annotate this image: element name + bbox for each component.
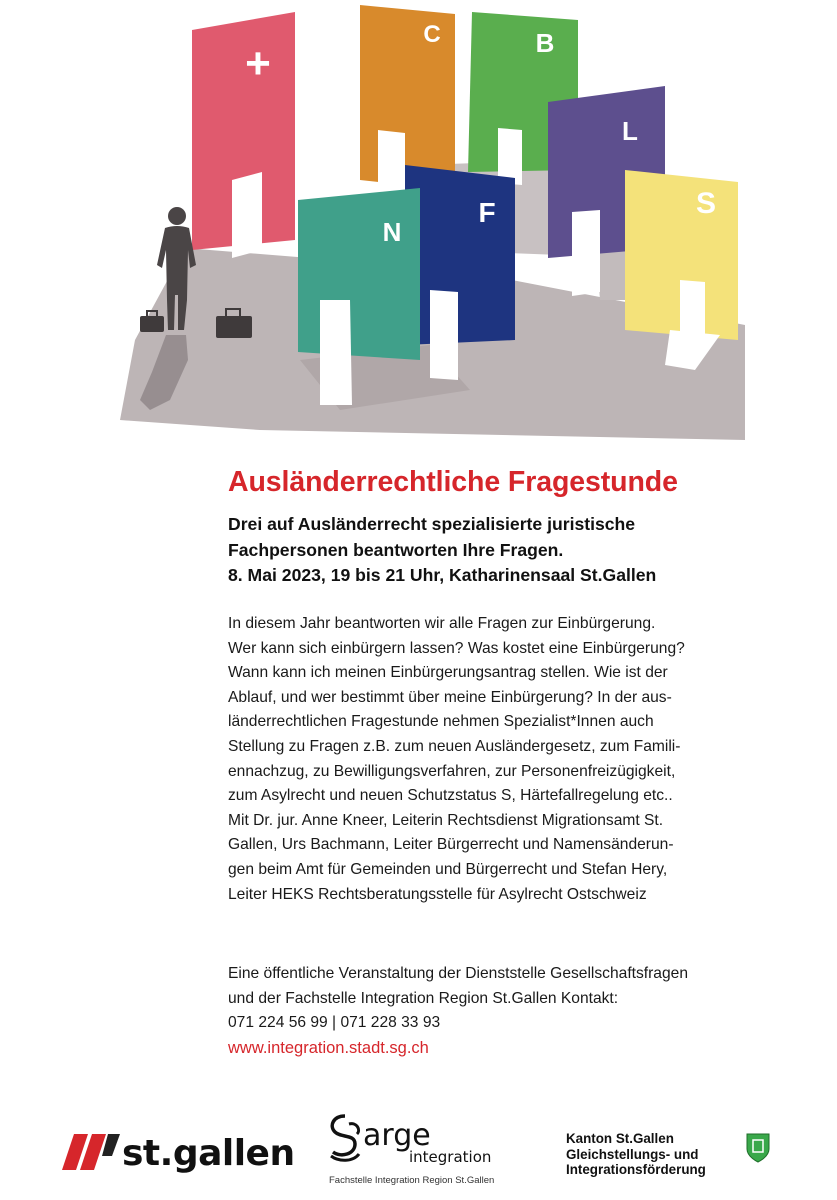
body-line: ennachzug, zu Bewilligungsverfahren, zur Personenfreizügigkeit, bbox=[228, 762, 676, 780]
panel-letter: F bbox=[478, 197, 496, 228]
phone-numbers: 071 224 56 99 | 071 228 33 93 bbox=[228, 1014, 441, 1032]
body-line: Mit Dr. jur. Anne Kneer, Leiterin Rechtsdienst Migrationsamt St. bbox=[228, 811, 664, 829]
contact-block bbox=[228, 962, 798, 1061]
body-line: länderrechtlichen Fragestunde nehmen Spezialist*Innen auch bbox=[228, 713, 654, 731]
stgallen-stripes-icon bbox=[62, 1134, 120, 1170]
body-line: Wann kann ich meinen Einbürgerungsantrag stellen. Wie ist der bbox=[228, 664, 668, 682]
doorway-teal bbox=[320, 300, 352, 405]
arge-footnote: Fachstelle Integration Region St.Gallen bbox=[329, 1175, 495, 1186]
body-line: Gallen, Urs Bachmann, Leiter Bürgerrecht und Namensänderun- bbox=[228, 836, 674, 854]
subtitle-line: Fachpersonen beantworten Ihre Fragen. bbox=[228, 539, 564, 560]
website-link[interactable]: www.integration.stadt.sg.ch bbox=[228, 1038, 429, 1057]
kanton-shield-icon bbox=[746, 1133, 770, 1163]
panel-letter: N bbox=[382, 217, 402, 247]
body-line: gen beim Amt für Gemeinden und Bürgerrecht und Stefan Hery, bbox=[228, 860, 668, 878]
contact-line: Eine öffentliche Veranstaltung der Dienststelle Gesellschaftsfragen bbox=[228, 965, 688, 982]
description-paragraph bbox=[228, 612, 788, 907]
arge-integration-logo bbox=[325, 1112, 525, 1192]
contact-line: und der Fachstelle Integration Region St.Gallen Kontakt: bbox=[228, 989, 619, 1007]
body-line: Ablauf, und wer bestimmt über meine Einbürgerung? In der aus- bbox=[228, 688, 672, 706]
body-line: In diesem Jahr beantworten wir alle Fragen zur Einbürgerung. bbox=[228, 615, 656, 632]
panel-letter: L bbox=[622, 116, 638, 146]
doorway-red bbox=[232, 172, 262, 258]
hero-illustration bbox=[0, 0, 837, 455]
panel-letter: B bbox=[535, 28, 555, 58]
event-date-location: 8. Mai 2023, 19 bis 21 Uhr, Katharinensaal St.Gallen bbox=[228, 565, 657, 585]
event-subtitle bbox=[228, 512, 788, 589]
kanton-line: Kanton St.Gallen bbox=[566, 1131, 674, 1146]
body-line: zum Asylrecht und neuen Schutzstatus S, Härtefallregelung etc.. bbox=[228, 787, 673, 805]
kanton-line: Gleichstellungs- und bbox=[566, 1146, 699, 1162]
doorway-navy bbox=[430, 290, 458, 380]
subtitle-line: Drei auf Ausländerrecht spezialisierte juristische bbox=[228, 514, 636, 534]
kanton-line: Integrationsförderung bbox=[566, 1162, 706, 1178]
arge-swirl-icon bbox=[325, 1112, 365, 1164]
doorway-orange bbox=[378, 130, 405, 200]
doorway-purple bbox=[572, 210, 600, 296]
panel-letter: S bbox=[695, 187, 717, 220]
arge-wordmark: arge bbox=[363, 1118, 431, 1153]
panel-letter: C bbox=[423, 21, 441, 48]
stgallen-wordmark: st.gallen bbox=[122, 1133, 295, 1174]
body-line: Leiter HEKS Rechtsberatungsstelle für Asylrecht Ostschweiz bbox=[228, 885, 647, 903]
panel-navy bbox=[405, 165, 515, 345]
panel-teal bbox=[298, 188, 420, 360]
body-line: Stellung zu Fragen z.B. zum neuen Ausländergesetz, zum Famili- bbox=[228, 737, 681, 755]
body-line: Wer kann sich einbürgern lassen? Was kostet eine Einbürgerung? bbox=[228, 639, 685, 657]
kanton-logo bbox=[566, 1131, 796, 1183]
arge-subtitle: integration bbox=[409, 1148, 492, 1166]
page-title: Ausländerrechtliche Fragestunde bbox=[228, 466, 678, 498]
panel-orange bbox=[360, 5, 455, 190]
stgallen-logo bbox=[62, 1130, 295, 1180]
panel-letter: + bbox=[245, 39, 271, 88]
